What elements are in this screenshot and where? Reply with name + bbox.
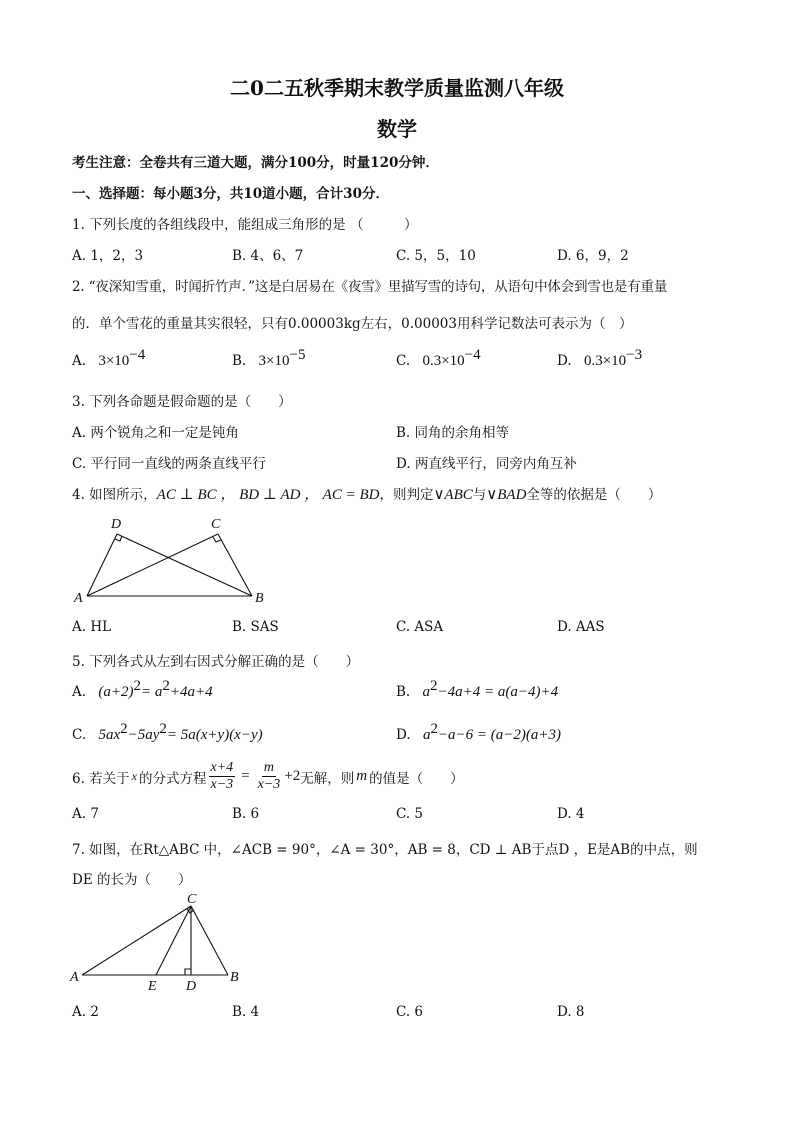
q2-option-d: D. $0.3\times 10^{-3}$: [557, 347, 643, 369]
q4-segment-cb: [218, 534, 252, 596]
q4-segment-db: [117, 534, 252, 596]
q4-option-c: C. ASA: [396, 619, 444, 635]
q7-label-b: B: [230, 970, 239, 985]
q4-label-c: C: [211, 517, 221, 532]
q4-figure-triangles: [72, 512, 272, 608]
q4-label-a: A: [74, 591, 83, 606]
q7-stem-line2: DE 的长为（ ）: [72, 872, 192, 888]
q4-label-b: B: [255, 591, 264, 606]
q3-option-c: C. 平行同一直线的两条直线平行: [72, 456, 266, 472]
q2-stem-line2: 的．单个雪花的重量其实很轻，只有0.00003kg左右，0.00003用科学记数法可表示为（ ）: [72, 316, 633, 332]
q3-stem: 3. 下列各命题是假命题的是（ ）: [72, 394, 292, 410]
q5-option-a: A. $(a+2)^2= a^2+4a+4$: [72, 678, 213, 700]
q6-option-d: D. 4: [557, 806, 585, 822]
q7-label-d: D: [186, 979, 197, 992]
q7-segment-ac: [82, 906, 191, 975]
q1-option-c: C. 5，5，10: [396, 248, 476, 264]
q6-fraction-right: $\frac{m}{x-3}$: [257, 760, 281, 792]
exam-notice: 考生注意：全卷共有三道大题，满分100分，时量120分钟．: [72, 155, 439, 171]
section-heading-choice: 一、选择题：每小题3分，共10道小题，合计30分．: [72, 186, 389, 202]
q5-option-c: C. $5ax^2-5ay^2= 5a(x+y)(x-y)$: [72, 721, 263, 743]
q6-option-c: C. 5: [396, 806, 424, 822]
q3-option-d: D. 两直线平行，同旁内角互补: [396, 456, 577, 472]
q7-segment-ce: [156, 906, 191, 975]
q5-option-b: B. $a^2-4a+4 = a(a-4)+4$: [396, 678, 559, 700]
q6-option-a: A. 7: [72, 806, 99, 822]
q6-stem: 6. 若关于 x 的分式方程 $\frac{x+4}{x-3}$ = $\frac{m}{x-3}$ +2 无解，则 m 的值是（ ）: [72, 760, 464, 792]
q7-option-c: C. 6: [396, 1004, 424, 1020]
q4-option-d: D. AAS: [557, 619, 605, 635]
q7-option-b: B. 4: [232, 1004, 260, 1020]
q3-option-b: B. 同角的余角相等: [396, 425, 510, 441]
q7-label-c: C: [187, 892, 197, 907]
q7-option-d: D. 8: [557, 1004, 585, 1020]
q4-option-b: B. SAS: [232, 619, 279, 635]
q3-option-a: A. 两个锐角之和一定是钝角: [72, 425, 239, 441]
subject-title: 数学: [377, 117, 417, 141]
q4-stem: 4. 如图所示，AC ⊥ BC ， BD ⊥ AD ， AC = BD，则判定∨ABC与∨BAD全等的依据是（ ）: [72, 487, 662, 503]
q7-option-a: A. 2: [72, 1004, 99, 1020]
q1-option-a: A. 1，2，3: [72, 248, 144, 264]
q1-stem: 1. 下列长度的各组线段中，能组成三角形的是 （ ）: [72, 217, 418, 233]
exam-title: 二0二五秋季期末教学质量监测八年级: [230, 76, 564, 100]
q4-option-a: A. HL: [72, 619, 112, 635]
q1-option-d: D. 6，9，2: [557, 248, 629, 264]
q2-option-a: A. $3\times 10^{-4}$: [72, 347, 146, 369]
q6-option-b: B. 6: [232, 806, 260, 822]
q2-option-c: C. $0.3\times 10^{-4}$: [396, 347, 481, 369]
q7-label-a: A: [70, 970, 79, 985]
q7-right-angle-d: [185, 969, 191, 975]
q1-option-b: B. 4、6、7: [232, 248, 304, 264]
q7-label-e: E: [148, 979, 157, 992]
q4-label-d: D: [111, 517, 122, 532]
q4-segment-ac: [87, 534, 218, 596]
q5-stem: 5. 下列各式从左到右因式分解正确的是（ ）: [72, 654, 360, 670]
q5-option-d: D. $a^2-a-6 = (a-2)(a+3)$: [396, 721, 562, 743]
q4-segment-ad: [87, 534, 117, 596]
q7-stem-line1: 7. 如图，在Rt△ABC 中，∠ACB = 90°，∠A = 30°，AB = 8，CD ⊥ AB于点D ，E是AB的中点，则: [72, 842, 698, 858]
q2-option-b: B. $3\times 10^{-5}$: [232, 347, 306, 369]
q7-figure-right-triangle: [68, 892, 248, 992]
q7-segment-cb: [191, 906, 228, 975]
q6-fraction-left: $\frac{x+4}{x-3}$: [210, 760, 234, 792]
q2-stem-line1: 2. “夜深知雪重，时闻折竹声．”这是白居易在《夜雪》里描写雪的诗句，从语句中体会到雪也是有重量: [72, 279, 668, 295]
